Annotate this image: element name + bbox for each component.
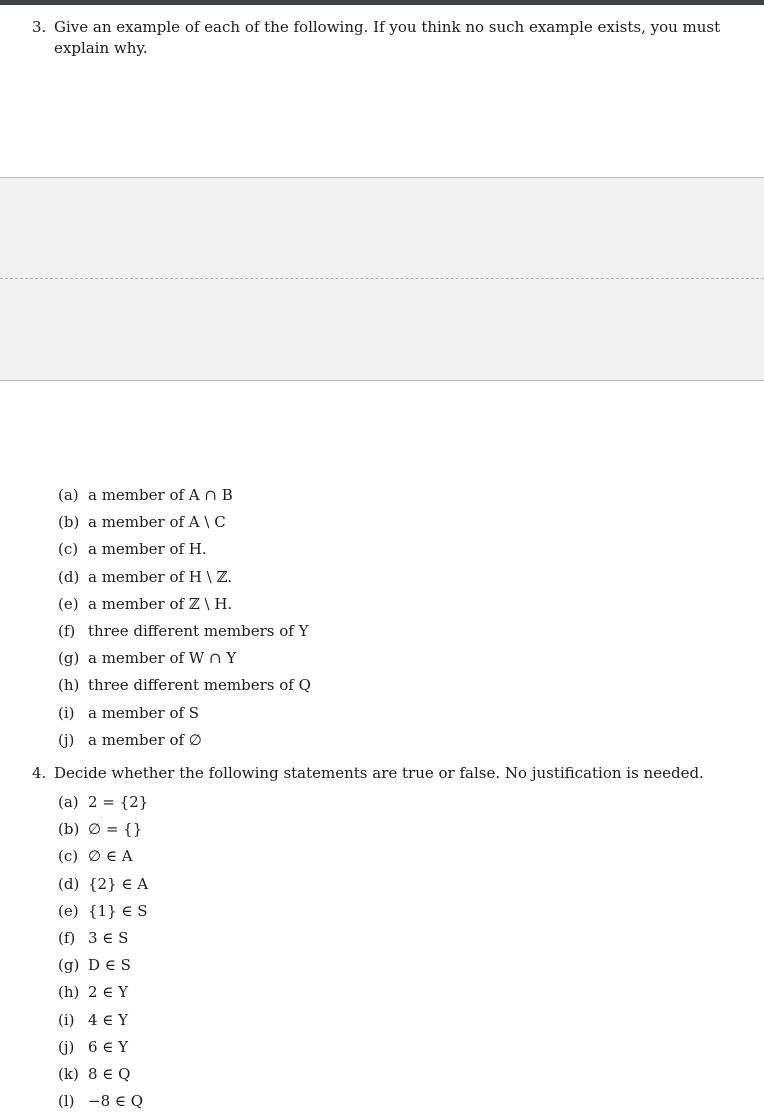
item-text: a member of S [88, 703, 200, 722]
question-3-line-2: explain why. [54, 39, 148, 57]
question-3-number: 3. [32, 18, 47, 36]
item-text: three different members of Q [88, 676, 311, 695]
page-break-dashed-line [0, 278, 764, 279]
list-item [58, 621, 311, 648]
item-label: (b) [58, 820, 80, 839]
item-text: a member of H. [88, 540, 207, 559]
top-bar [0, 0, 764, 5]
item-text: a member of ℤ \ H. [88, 594, 233, 613]
item-text: 8 ∈ Q [88, 1064, 131, 1083]
list-item [58, 675, 311, 702]
list-item [58, 539, 311, 566]
item-label: (e) [58, 901, 79, 920]
item-label: (e) [58, 594, 79, 613]
item-text: 2 = {2} [88, 793, 149, 811]
list-item [58, 819, 148, 846]
item-label: (l) [58, 1092, 75, 1111]
question-4-line-1: Decide whether the following statements are true or false. No justification is needed. [54, 764, 704, 782]
list-item [58, 1091, 148, 1118]
item-text: {2} ∈ A [88, 874, 149, 893]
item-text: D ∈ S [88, 956, 131, 975]
item-label: (d) [58, 874, 80, 893]
list-item [58, 1010, 148, 1037]
item-label: (h) [58, 983, 80, 1002]
item-text: a member of ∅ [88, 730, 202, 749]
item-text: a member of W ∩ Y [88, 649, 237, 668]
item-label: (c) [58, 540, 79, 559]
question-4-items [58, 792, 148, 1118]
list-item [58, 1064, 148, 1091]
item-label: (g) [58, 956, 80, 975]
question-4-heading [32, 763, 752, 784]
question-4-number: 4. [32, 764, 47, 782]
list-item [58, 1037, 148, 1064]
item-text: a member of A ∩ B [88, 486, 233, 504]
item-label: (f) [58, 928, 76, 947]
item-label: (c) [58, 847, 79, 866]
item-label: (a) [58, 486, 79, 504]
list-item [58, 567, 311, 594]
page-break-band [0, 177, 764, 381]
item-text: −8 ∈ Q [88, 1092, 144, 1111]
item-label: (i) [58, 703, 75, 722]
item-label: (j) [58, 730, 75, 749]
item-text: 4 ∈ Y [88, 1010, 129, 1029]
item-label: (k) [58, 1064, 79, 1083]
item-label: (a) [58, 793, 79, 811]
item-label: (g) [58, 649, 80, 668]
item-text: a member of H \ ℤ. [88, 567, 233, 586]
item-label: (h) [58, 676, 80, 695]
list-item [58, 982, 148, 1009]
question-3-heading [32, 17, 722, 59]
item-label: (d) [58, 567, 80, 586]
item-text: {1} ∈ S [88, 901, 148, 920]
question-3-line-1: Give an example of each of the following. If you think no such example exists, you must [54, 18, 721, 36]
item-label: (b) [58, 513, 80, 532]
item-label: (i) [58, 1010, 75, 1029]
list-item [58, 512, 311, 539]
list-item [58, 792, 148, 819]
item-label: (f) [58, 621, 76, 640]
item-text: 2 ∈ Y [88, 983, 129, 1002]
item-text: three different members of Y [88, 621, 309, 640]
item-text: ∅ ∈ A [88, 847, 133, 866]
list-item [58, 901, 148, 928]
list-item [58, 648, 311, 675]
item-text: 6 ∈ Y [88, 1037, 129, 1056]
item-text: ∅ = {} [88, 820, 143, 839]
question-3-items [58, 485, 311, 757]
list-item [58, 846, 148, 873]
list-item [58, 485, 311, 512]
list-item [58, 874, 148, 901]
item-text: a member of A \ C [88, 513, 226, 532]
list-item [58, 594, 311, 621]
list-item [58, 703, 311, 730]
item-text: 3 ∈ S [88, 928, 129, 947]
list-item [58, 955, 148, 982]
list-item [58, 730, 311, 757]
item-label: (j) [58, 1037, 75, 1056]
list-item [58, 928, 148, 955]
